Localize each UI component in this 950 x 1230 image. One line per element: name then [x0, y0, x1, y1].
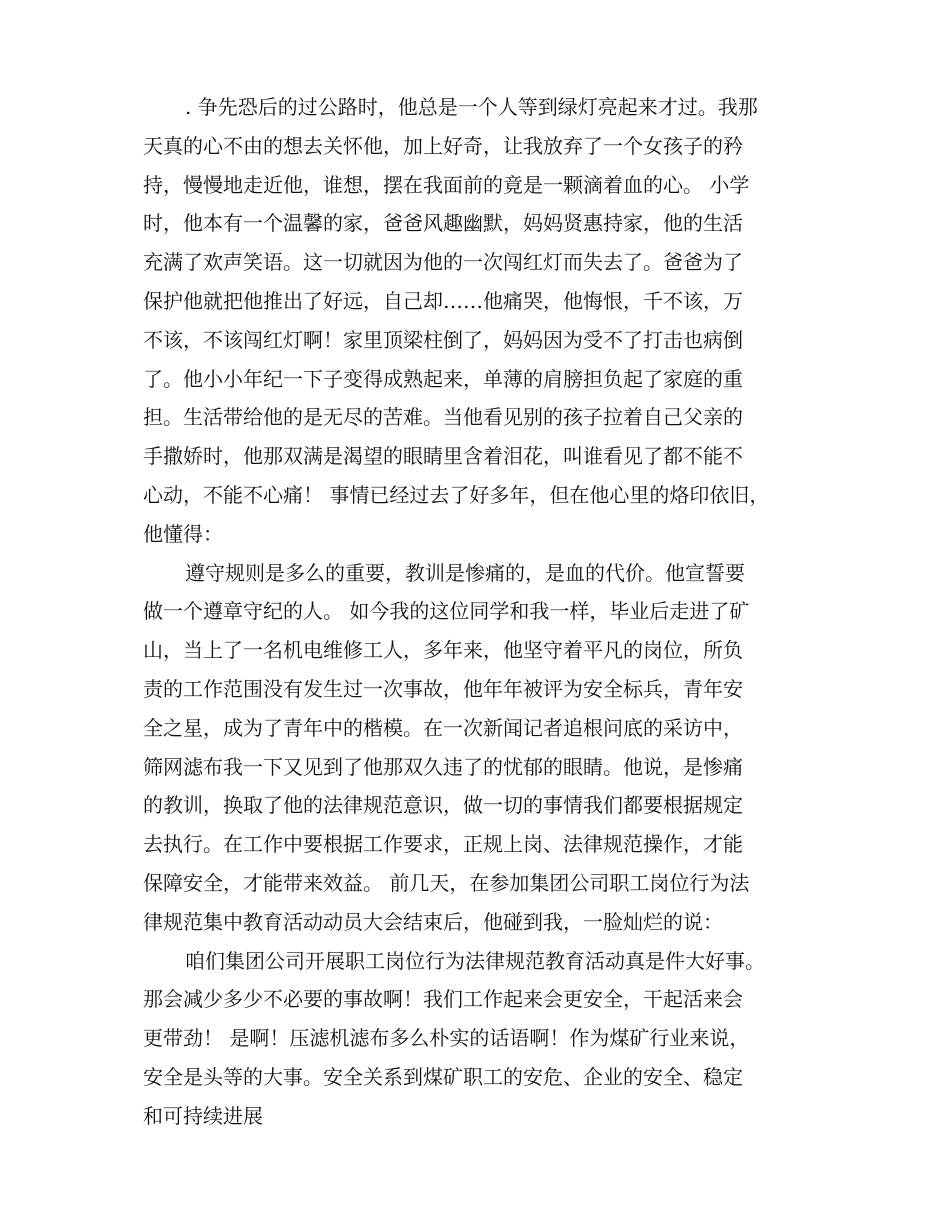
text-line: 责的工作范围没有发生过一次事故，他年年被评为安全标兵，青年安: [143, 676, 743, 701]
text-line: 充满了欢声笑语。这一切就因为他的一次闯红灯而失去了。爸爸为了: [143, 250, 743, 275]
text-line: 担。生活带给他的是无尽的苦难。当他看见别的孩子拉着自己父亲的: [143, 405, 743, 430]
text-line: 不该，不该闯红灯啊！家里顶梁柱倒了，妈妈因为受不了打击也病倒: [143, 327, 743, 352]
text-line: 去执行。在工作中要根据工作要求，正规上岗、法律规范操作，才能: [143, 832, 743, 857]
text-line: 了。他小小年纪一下子变得成熟起来，单薄的肩膀担负起了家庭的重: [143, 366, 743, 391]
text-line: 遵守规则是多么的重要，教训是惨痛的，是血的代价。他宣誓要: [185, 560, 745, 585]
text-line: 咱们集团公司开展职工岗位行为法律规范教育活动真是件大好事。: [185, 948, 765, 973]
text-line: 那会减少多少不必要的事故啊！我们工作起来会更安全，干起活来会: [143, 987, 743, 1012]
text-line: 安全是头等的大事。安全关系到煤矿职工的安危、企业的安全、稳定: [143, 1064, 743, 1089]
text-line: 他懂得：: [143, 521, 223, 546]
body-text: [143, 88, 823, 1136]
text-line: 心动，不能不心痛！ 事情已经过去了好多年，但在他心里的烙印依旧，: [143, 482, 770, 507]
text-line: 更带劲！ 是啊！压滤机滤布多么朴实的话语啊！作为煤矿行业来说，: [143, 1026, 750, 1051]
text-line: 的教训，换取了他的法律规范意识，做一切的事情我们都要根据规定: [143, 793, 743, 818]
text-line: 手撒娇时，他那双满是渴望的眼睛里含着泪花，叫谁看见了都不能不: [143, 444, 743, 469]
text-line: 时，他本有一个温馨的家，爸爸风趣幽默，妈妈贤惠持家，他的生活: [143, 211, 743, 236]
text-line: 保护他就把他推出了好远，自己却……他痛哭，他悔恨，千不该，万: [143, 288, 743, 313]
text-line: 做一个遵章守纪的人。 如今我的这位同学和我一样，毕业后走进了矿: [143, 599, 750, 624]
text-line: 和可持续进展: [143, 1103, 263, 1128]
text-line: 全之星，成为了青年中的楷模。在一次新闻记者追根问底的采访中，: [143, 715, 743, 740]
text-line: 持，慢慢地走近他，谁想，摆在我面前的竟是一颗滴着血的心。 小学: [143, 172, 750, 197]
text-line: 筛网滤布我一下又见到了他那双久违了的忧郁的眼睛。他说，是惨痛: [143, 754, 743, 779]
text-line: 天真的心不由的想去关怀他，加上好奇，让我放弃了一个女孩子的矜: [143, 133, 743, 158]
text-line: 保障安全，才能带来效益。 前几天，在参加集团公司职工岗位行为法: [143, 870, 750, 895]
text-line: 律规范集中教育活动动员大会结束后，他碰到我，一脸灿烂的说：: [143, 909, 723, 934]
text-line: . 争先恐后的过公路时，他总是一个人等到绿灯亮起来才过。我那: [185, 95, 758, 119]
text-line: 山，当上了一名机电维修工人，多年来，他坚守着平凡的岗位，所负: [143, 638, 743, 663]
